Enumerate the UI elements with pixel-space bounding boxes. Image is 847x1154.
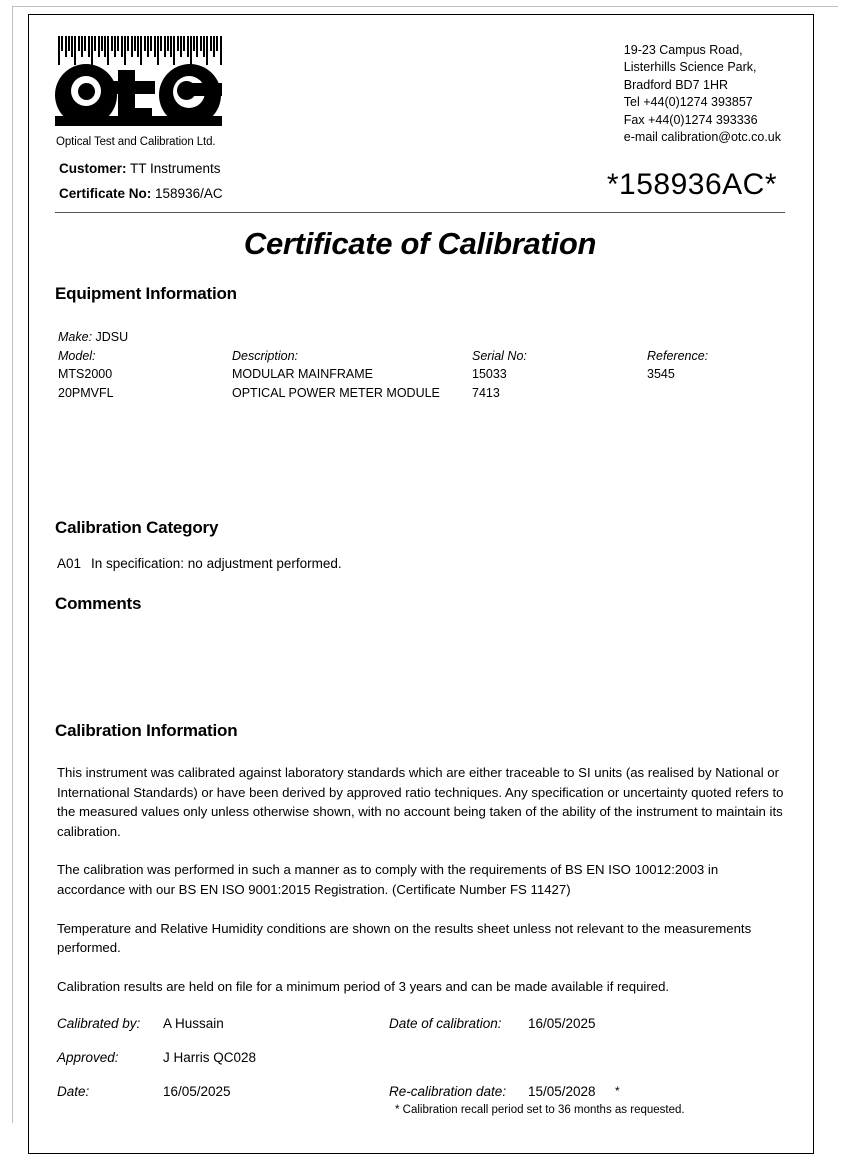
- calibration-paragraph: The calibration was performed in such a manner as to comply with the requirements of BS EN ISO 10012:2003 in accordance with our BS EN ISO 9001:2015 Registration. (Certificate Number FS 11427): [57, 862, 719, 897]
- signature-block: [55, 1016, 785, 1116]
- certificate-content: [55, 32, 785, 1116]
- recalibration-asterisk: *: [615, 1084, 620, 1099]
- date-of-calibration-value: 16/05/2025: [528, 1016, 596, 1032]
- approved-label: Approved:: [57, 1050, 119, 1066]
- category-code: A01: [57, 556, 82, 571]
- date-label: Date:: [57, 1084, 90, 1100]
- table-row: [55, 386, 785, 404]
- certificate-no-value: 158936/AC: [155, 186, 223, 201]
- signature-row-calibrated-by: [55, 1016, 785, 1036]
- cell-serial: 7413: [472, 386, 500, 400]
- otc-logo-icon: [55, 36, 222, 134]
- certificate-no-label: Certificate No:: [59, 186, 152, 201]
- table-row: [55, 367, 785, 385]
- comments-heading: Comments: [55, 594, 142, 613]
- date-of-calibration-label: Date of calibration:: [389, 1016, 502, 1032]
- signature-row-date: [55, 1084, 785, 1104]
- company-logo-block: [55, 36, 255, 148]
- approved-value: J Harris QC028: [163, 1050, 257, 1066]
- make-value: JDSU: [95, 330, 129, 344]
- column-header-description: Description:: [232, 349, 298, 363]
- equipment-table: [55, 330, 785, 406]
- calibration-information-heading: Calibration Information: [55, 721, 238, 740]
- column-header-serial: Serial No:: [472, 349, 527, 363]
- recall-footnote: * Calibration recall period set to 36 months as requested.: [395, 1104, 685, 1117]
- make-label: Make:: [58, 330, 93, 344]
- calibrated-by-value: A Hussain: [163, 1016, 224, 1032]
- company-address: [624, 42, 781, 146]
- date-value: 16/05/2025: [163, 1084, 231, 1100]
- calibration-paragraph: Temperature and Relative Humidity conditions are shown on the results sheet unless not relevant to the measurements performed.: [57, 920, 752, 956]
- cell-reference: 3545: [647, 367, 675, 381]
- address-line-email: e-mail calibration@otc.co.uk: [623, 130, 781, 145]
- ruler-scale-icon: [58, 36, 222, 66]
- calibration-paragraph: This instrument was calibrated against laboratory standards which are either traceable to SI units (as realised by National or International Standards) or have been derived by approved ratio techniques. Any specification or uncertainty quoted refers to the measured values only unless otherwise shown, with no account being taken of the ability of the instrument to maintain its calibration.: [57, 765, 784, 839]
- page-title: Certificate of Calibration: [243, 226, 597, 261]
- company-caption: Optical Test and Calibration Ltd.: [56, 136, 216, 148]
- comments-section: [55, 594, 785, 614]
- calibration-paragraph: Calibration results are held on file for a minimum period of 3 years and can be made available if required.: [57, 978, 670, 994]
- equipment-make: [58, 330, 128, 344]
- equipment-heading: Equipment Information: [55, 284, 237, 303]
- address-line: Bradford BD7 1HR: [623, 77, 729, 92]
- barcode-text: *158936AC*: [606, 168, 777, 201]
- address-line: Tel +44(0)1274 393857: [623, 95, 753, 110]
- recalibration-date-value: 15/05/2028: [528, 1084, 596, 1100]
- cell-description: MODULAR MAINFRAME: [232, 367, 373, 381]
- cell-model: MTS2000: [58, 367, 113, 381]
- category-text: In specification: no adjustment performed.: [91, 556, 342, 571]
- calibrated-by-label: Calibrated by:: [57, 1016, 141, 1032]
- cell-description: OPTICAL POWER METER MODULE: [232, 386, 440, 400]
- customer-label: Customer:: [59, 161, 127, 176]
- customer-value: TT Instruments: [130, 161, 221, 176]
- address-line: Listerhills Science Park,: [623, 60, 757, 75]
- cell-serial: 15033: [472, 367, 507, 381]
- calibration-category-heading: Calibration Category: [55, 518, 219, 537]
- cell-model: 20PMVFL: [58, 386, 114, 400]
- calibration-information-section: [55, 721, 785, 996]
- address-line: Fax +44(0)1274 393336: [623, 112, 758, 127]
- recalibration-date-label: Re-calibration date:: [389, 1084, 507, 1100]
- equipment-table-header: [55, 349, 785, 367]
- header: [55, 32, 785, 154]
- address-line: 19-23 Campus Road,: [623, 43, 743, 57]
- calibration-category-row: [55, 556, 785, 571]
- column-header-reference: Reference:: [647, 349, 709, 363]
- column-header-model: Model:: [58, 349, 96, 363]
- header-divider: [55, 212, 785, 213]
- calibration-category-section: [55, 518, 785, 571]
- equipment-section: [55, 284, 785, 406]
- signature-row-approved: [55, 1050, 785, 1070]
- customer-details: [55, 156, 785, 210]
- otc-wordmark: [55, 64, 222, 126]
